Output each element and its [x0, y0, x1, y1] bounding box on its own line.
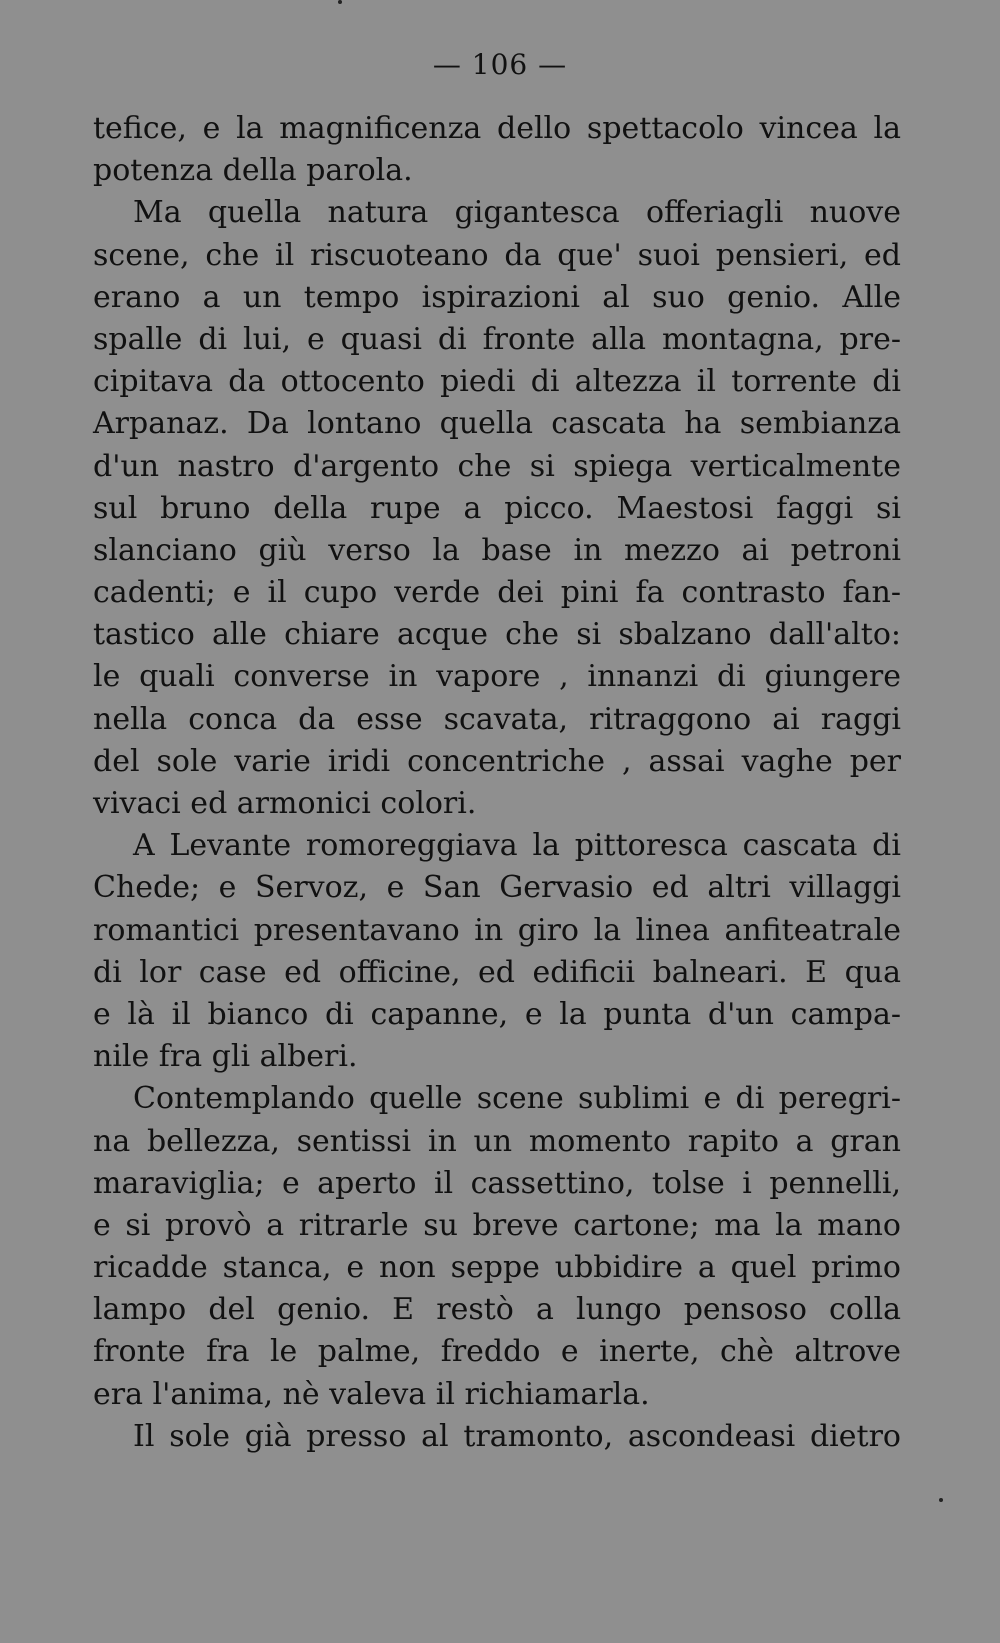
- text-line: A Levante romoreggiava la pittoresca cascata di: [133, 828, 901, 864]
- text-line: di lor case ed officine, ed edificii balneari. E qua: [93, 954, 901, 990]
- text-line: ricadde stanca, e non seppe ubbidire a quel primo: [93, 1250, 901, 1286]
- text-line: maraviglia; e aperto il cassettino, tolse i pennelli,: [93, 1165, 901, 1201]
- scan-speck: [939, 1498, 943, 1502]
- text-line: lampo del genio. E restò a lungo pensoso colla: [93, 1292, 901, 1328]
- text-line: na bellezza, sentissi in un momento rapito a gran: [93, 1123, 901, 1159]
- text-line: vivaci ed armonici colori.: [93, 786, 477, 821]
- page-number: — 106 —: [432, 48, 568, 81]
- text-line: romantici presentavano in giro la linea anfiteatrale: [93, 912, 901, 948]
- text-line: Arpanaz. Da lontano quella cascata ha sembianza: [93, 406, 901, 442]
- text-line: erano a un tempo ispirazioni al suo genio. Alle: [93, 279, 901, 315]
- text-line: fronte fra le palme, freddo e inerte, chè altrove: [93, 1334, 901, 1370]
- text-line: spalle di lui, e quasi di fronte alla montagna, pre-: [93, 321, 901, 357]
- text-line: nile fra gli alberi.: [93, 1039, 358, 1075]
- text-line: Chede; e Servoz, e San Gervasio ed altri villaggi: [93, 870, 901, 906]
- text-line: d'un nastro d'argento che si spiega verticalmente: [93, 448, 901, 484]
- text-line: e si provò a ritrarle su breve cartone; ma la mano: [93, 1207, 901, 1243]
- text-line: cadenti; e il cupo verde dei pini fa contrasto fan-: [93, 575, 901, 611]
- text-line: potenza della parola.: [93, 153, 413, 189]
- text-line: e là il bianco di capanne, e la punta d'un campa-: [93, 996, 901, 1032]
- text-line: nella conca da esse scavata, ritraggono ai raggi: [93, 701, 901, 737]
- text-line: Contemplando quelle scene sublimi e di peregri-: [133, 1081, 901, 1117]
- text-line: tastico alle chiare acque che si sbalzano dall'alto:: [93, 617, 901, 653]
- text-line: Il sole già presso al tramonto, ascondeasi dietro: [133, 1418, 901, 1454]
- text-line: sul bruno della rupe a picco. Maestosi faggi si: [93, 490, 901, 526]
- text-line: slanciano giù verso la base in mezzo ai petroni: [93, 532, 901, 568]
- body-text: [93, 108, 901, 1458]
- text-line: scene, che il riscuoteano da que' suoi pensieri, ed: [93, 237, 901, 273]
- text-line: tefice, e la magnificenza dello spettacolo vincea la: [93, 111, 901, 146]
- text-line: le quali converse in vapore , innanzi di giungere: [93, 659, 901, 695]
- text-line: del sole varie iridi concentriche , assai vaghe per: [93, 743, 901, 779]
- text-line: era l'anima, nè valeva il richiamarla.: [93, 1376, 650, 1412]
- text-line: Ma quella natura gigantesca offeriagli nuove: [133, 195, 901, 231]
- scan-speck: [338, 0, 342, 4]
- text-line: cipitava da ottocento piedi di altezza il torrente di: [93, 364, 901, 400]
